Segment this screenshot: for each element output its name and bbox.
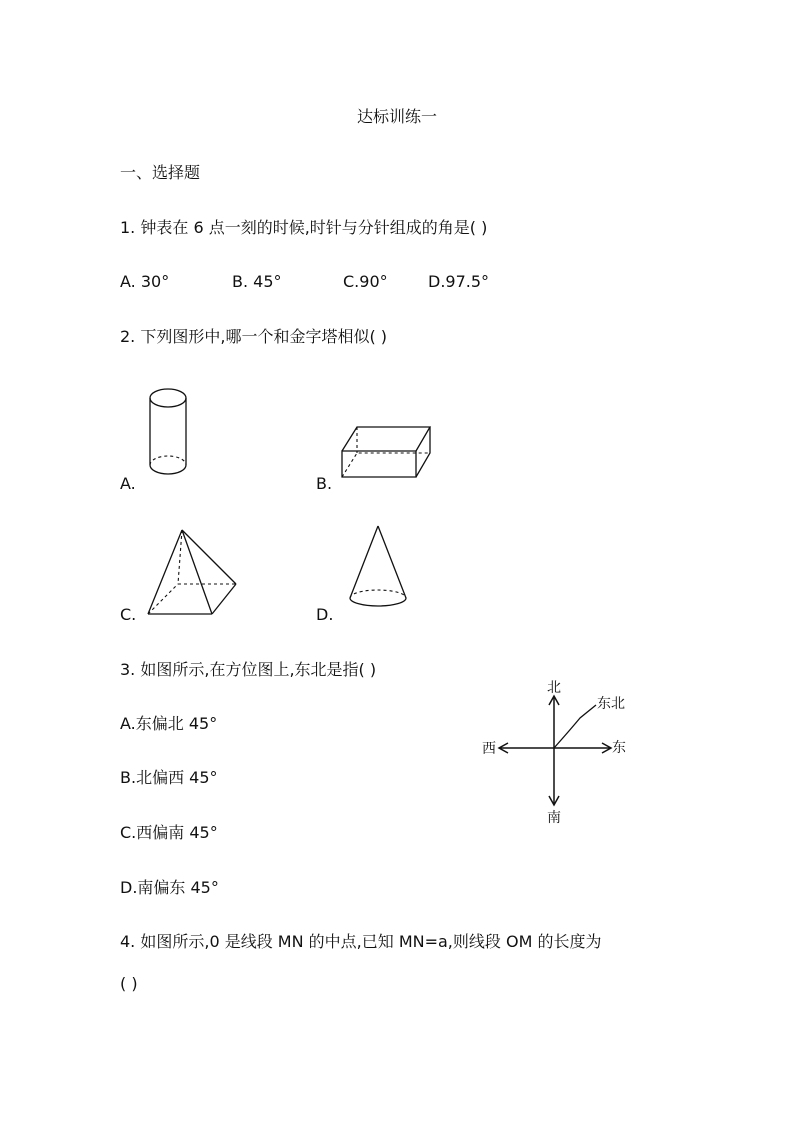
compass-west-label: 西 [482, 741, 496, 757]
compass-northeast-label: 东北 [597, 696, 625, 712]
question-4-answer-blank: ( ) [120, 974, 138, 993]
question-3-option-c: C.西偏南 45° [120, 823, 218, 842]
section-heading: 一、选择题 [120, 163, 201, 182]
question-1-option-d: D.97.5° [428, 272, 490, 291]
question-4-stem: 4. 如图所示,0 是线段 MN 的中点,已知 MN=a,则线段 OM 的长度为 [120, 932, 602, 951]
question-2-label-c: C. [120, 605, 137, 624]
question-2-label-d: D. [316, 605, 334, 624]
question-3-stem: 3. 如图所示,在方位图上,东北是指( ) [120, 660, 377, 679]
cuboid-icon [340, 424, 434, 480]
question-1-option-c: C.90° [343, 272, 388, 291]
page-title: 达标训练一 [356, 107, 437, 126]
cone-icon [346, 524, 410, 610]
pyramid-icon [144, 528, 240, 618]
question-2-label-b: B. [316, 474, 333, 493]
compass-diagram [480, 680, 640, 830]
question-2-label-a: A. [120, 474, 136, 493]
question-3-option-d: D.南偏东 45° [120, 878, 219, 897]
question-3-option-b: B.北偏西 45° [120, 768, 218, 787]
cylinder-icon [146, 386, 192, 478]
question-3-option-a: A.东偏北 45° [120, 714, 218, 733]
question-1-option-a: A. 30° [120, 272, 170, 291]
compass-north-label: 北 [547, 680, 561, 696]
compass-south-label: 南 [547, 810, 561, 826]
question-1-option-b: B. 45° [232, 272, 282, 291]
question-2-stem: 2. 下列图形中,哪一个和金字塔相似( ) [120, 327, 388, 346]
compass-east-label: 东 [612, 740, 626, 756]
question-1-stem: 1. 钟表在 6 点一刻的时候,时针与分针组成的角是( ) [120, 218, 488, 237]
